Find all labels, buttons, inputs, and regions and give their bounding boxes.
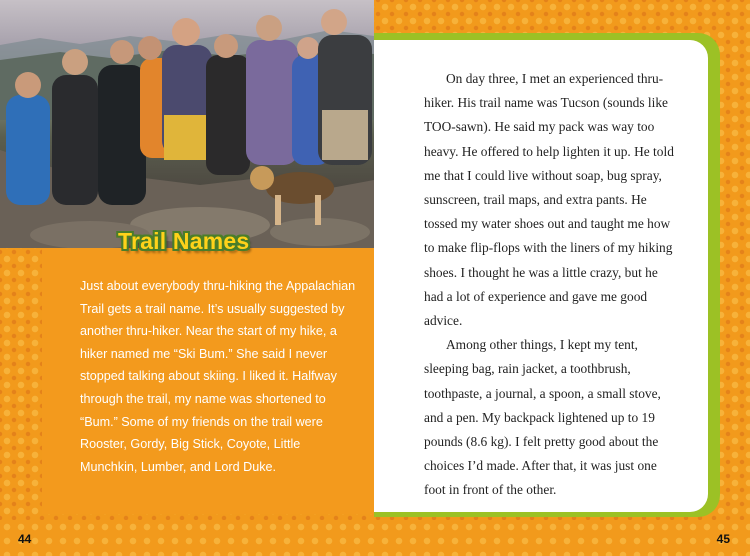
sidebar-title: Trail Names — [118, 228, 250, 254]
body-text — [424, 67, 676, 503]
bottom-pattern-band — [0, 520, 750, 556]
sidebar-text: Just about everybody thru-hiking the Appalachian Trail gets a trail name. It’s usually suggested by another thru-hiker. Near the start of my hike, a hiker named me “Ski Bum.” She said I never stopped talking about skiing. I liked it. Halfway through the trail, my name was shortened to “Bum.” Some of my friends on the trail were Rooster, Gordy, Big Stick, Coyote, Little Munchkin, Lumber, and Lord Duke. — [80, 279, 356, 474]
body-paragraph: On day three, I met an experienced thru-hiker. His trail name was Tucson (sounds like TOO-sawn). He said my pack was way too heavy. He offered to help lighten it up. He told me that I could live without soap, bug spray, sunscreen, trail maps, and extra pants. He tossed my water shoes out and taught me how to make flip-flops with the liners of my hiking shoes. I thought he was a little crazy, but he had a lot of experience and gave me good advice. — [424, 71, 674, 329]
page-number-left: 44 — [18, 532, 32, 546]
page-number-right: 45 — [716, 532, 730, 546]
group-photo — [0, 0, 374, 248]
photo-illustration — [0, 0, 374, 248]
body-paragraph: Among other things, I kept my tent, sleeping bag, rain jacket, a toothbrush, toothpaste, a journal, a spoon, a small stove, and a pen. My backpack lightened up to 19 pounds (8.6 kg). I felt pretty good about the choices I’d made. After that, it was just one foot in front of the other. — [424, 337, 661, 498]
